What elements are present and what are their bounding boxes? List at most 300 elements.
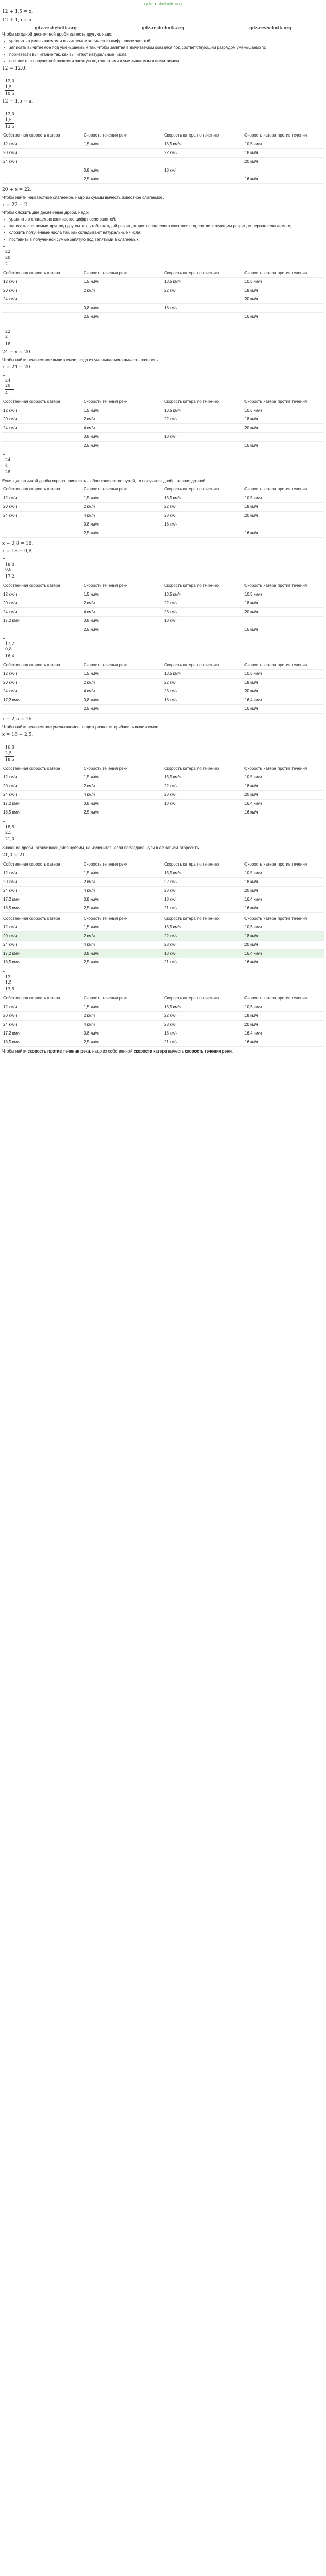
- table-cell: 18 км/ч: [163, 895, 243, 904]
- table-cell: 10,5 км/ч: [243, 773, 324, 782]
- column-header: Собственная скорость катера: [2, 485, 83, 494]
- column-header: Собственная скорость катера: [2, 582, 83, 590]
- table-row: [2, 904, 324, 913]
- table-cell: 2 км/ч: [83, 502, 163, 511]
- table-cell: 22 км/ч: [163, 415, 243, 424]
- section-4: [2, 479, 324, 538]
- column-header: Скорость течения реки: [83, 914, 163, 923]
- speed-table: [2, 765, 324, 817]
- step-item: • уравнять в слагаемых количество цифр после запятой;: [9, 217, 324, 222]
- table-cell: 12 км/ч: [2, 773, 83, 782]
- table-cell: 2 км/ч: [83, 415, 163, 424]
- table-cell: 28 км/ч: [163, 607, 243, 616]
- table-cell: 18 км/ч: [243, 599, 324, 607]
- calc-line: 2,5: [5, 750, 12, 755]
- column-header: Скорость катера по течению: [163, 269, 243, 278]
- table-cell: [2, 529, 83, 537]
- table-cell: 18 км/ч: [163, 166, 243, 175]
- column-calculation: [2, 74, 324, 97]
- table-cell: 16,4 км/ч: [243, 1029, 324, 1038]
- table-cell: 22 км/ч: [163, 502, 243, 511]
- table-cell: 1,5 км/ч: [83, 923, 163, 932]
- table-cell: 18 км/ч: [243, 782, 324, 791]
- table-row: [2, 166, 324, 175]
- table-cell: 10,5 км/ч: [243, 923, 324, 932]
- table-cell: 18 км/ч: [243, 286, 324, 295]
- calc-result: 18: [5, 341, 11, 346]
- table-cell: [163, 808, 243, 817]
- table-cell: 10,5 км/ч: [243, 869, 324, 878]
- column-calculation: [2, 819, 324, 842]
- table-cell: 18,5 км/ч: [2, 808, 83, 817]
- table-cell: 2,5 км/ч: [83, 808, 163, 817]
- paragraph: Чтобы найти неизвестное слагаемое, надо из суммы вычесть известное слагаемое.: [2, 195, 164, 200]
- column-header: Собственная скорость катера: [2, 860, 83, 869]
- table-cell: 18 км/ч: [163, 800, 243, 808]
- column-header: Скорость течения реки: [83, 398, 163, 406]
- table-cell: 24 км/ч: [2, 295, 83, 304]
- paragraph: Чтобы найти неизвестное уменьшаемое, надо к разности прибавить вычитаемое.: [2, 724, 160, 730]
- table-row: [2, 932, 324, 941]
- table-cell: [2, 175, 83, 184]
- table-row: [2, 295, 324, 304]
- table-cell: 10,5 км/ч: [243, 140, 324, 149]
- equation: x = 24 − 20.: [2, 365, 32, 370]
- step-item: • поставить в полученной разности запятую под запятыми в уменьшаемом и вычитаемом.: [9, 59, 324, 64]
- table-cell: 2 км/ч: [83, 782, 163, 791]
- table-cell: 18,5 км/ч: [2, 1038, 83, 1046]
- table-cell: 0,8 км/ч: [83, 1029, 163, 1038]
- calc-line: 20: [5, 383, 11, 388]
- table-cell: 22 км/ч: [163, 286, 243, 295]
- table-cell: 0,8 км/ч: [83, 616, 163, 625]
- table-cell: [163, 705, 243, 714]
- table-cell: 20 км/ч: [2, 1011, 83, 1020]
- section-3: [2, 350, 324, 476]
- column-calculation: [2, 106, 324, 130]
- table-cell: 18 км/ч: [243, 502, 324, 511]
- table-cell: 20 км/ч: [243, 295, 324, 304]
- table-cell: 13,5 км/ч: [163, 1003, 243, 1011]
- column-header: Скорость катера против течения: [243, 582, 324, 590]
- calc-result: 21,0: [5, 837, 14, 842]
- table-cell: 13,5 км/ч: [163, 590, 243, 599]
- table-row: [2, 433, 324, 442]
- column-header: Скорость катера против течения: [243, 765, 324, 773]
- table-cell: 18 км/ч: [243, 415, 324, 424]
- plus-sign: +: [2, 106, 6, 111]
- table-cell: 20 км/ч: [2, 149, 83, 158]
- table-cell: 17,2 км/ч: [2, 950, 83, 958]
- table-header-row: [2, 131, 324, 140]
- table-row: [2, 869, 324, 878]
- table-cell: 18 км/ч: [163, 696, 243, 705]
- plus-sign: +: [2, 452, 6, 457]
- table-cell: 4 км/ч: [83, 607, 163, 616]
- table-cell: 20 км/ч: [2, 502, 83, 511]
- table-header-row: [2, 860, 324, 869]
- table-row: [2, 1003, 324, 1011]
- table-cell: 20 км/ч: [243, 941, 324, 950]
- equation: 24 − x = 20.: [2, 350, 32, 355]
- table-cell: 28 км/ч: [163, 941, 243, 950]
- table-cell: 17,2 км/ч: [2, 696, 83, 705]
- column-header: Собственная скорость катера: [2, 398, 83, 406]
- calc-line: 2,5: [5, 830, 12, 835]
- table-cell: 18 км/ч: [243, 878, 324, 887]
- table-row: [2, 773, 324, 782]
- table-row: [2, 878, 324, 887]
- table-cell: 18 км/ч: [163, 520, 243, 529]
- paragraph: Чтобы из одной десятичной дроби вычесть другую, надо:: [2, 31, 113, 37]
- table-row: [2, 140, 324, 149]
- table-cell: 28 км/ч: [163, 791, 243, 800]
- calc-line: 12,0: [5, 79, 14, 84]
- table-cell: 2 км/ч: [83, 286, 163, 295]
- table-row: [2, 494, 324, 502]
- calc-line: 18,0: [5, 562, 14, 567]
- table-row: [2, 1029, 324, 1038]
- calc-result: 4: [5, 390, 8, 395]
- column-header: Собственная скорость катера: [2, 131, 83, 140]
- table-cell: 13,5 км/ч: [163, 670, 243, 679]
- note-text: Чтобы найти: [2, 1048, 28, 1054]
- column-header: Скорость катера по течению: [163, 398, 243, 406]
- table-cell: 2,5 км/ч: [83, 1038, 163, 1046]
- table-row: [2, 696, 324, 705]
- table-cell: [83, 149, 163, 158]
- table-header-row: [2, 994, 324, 1003]
- steps-list: [2, 39, 324, 64]
- table-cell: 24 км/ч: [2, 424, 83, 433]
- calc-line: 4: [5, 463, 8, 468]
- table-cell: 4 км/ч: [83, 887, 163, 895]
- minus-sign: −: [2, 372, 6, 378]
- table-cell: 0,8 км/ч: [83, 304, 163, 313]
- table-cell: 2,5 км/ч: [83, 313, 163, 321]
- table-cell: [2, 442, 83, 450]
- table-cell: 18,5 км/ч: [2, 958, 83, 967]
- table-cell: 17,2 км/ч: [2, 895, 83, 904]
- calc-line: 17,2: [5, 641, 14, 647]
- table-cell: [83, 158, 163, 166]
- table-row: [2, 887, 324, 895]
- table-cell: 24 км/ч: [2, 791, 83, 800]
- table-row: [2, 1011, 324, 1020]
- table-cell: 0,8 км/ч: [83, 166, 163, 175]
- speed-table: [2, 994, 324, 1047]
- table-cell: 20 км/ч: [243, 424, 324, 433]
- column-header: Собственная скорость катера: [2, 994, 83, 1003]
- minus-sign: −: [2, 636, 6, 641]
- table-cell: 22 км/ч: [163, 679, 243, 687]
- table-row: [2, 511, 324, 520]
- table-cell: [163, 424, 243, 433]
- column-header: Скорость катера по течению: [163, 994, 243, 1003]
- table-cell: 12 км/ч: [2, 140, 83, 149]
- table-cell: 12 км/ч: [2, 670, 83, 679]
- table-cell: 22 км/ч: [163, 878, 243, 887]
- calc-result: 2: [5, 262, 8, 267]
- speed-table: [2, 131, 324, 184]
- table-cell: [163, 313, 243, 321]
- table-cell: 13,5 км/ч: [163, 494, 243, 502]
- table-cell: 13,5 км/ч: [163, 140, 243, 149]
- table-cell: 16 км/ч: [243, 442, 324, 450]
- table-row: [2, 1020, 324, 1029]
- column-header: Скорость катера против течения: [243, 269, 324, 278]
- table-row: [2, 520, 324, 529]
- table-cell: 24 км/ч: [2, 941, 83, 950]
- table-header-row: [2, 914, 324, 923]
- table-cell: 16,4 км/ч: [243, 950, 324, 958]
- table-header-row: [2, 582, 324, 590]
- note-bold: скорость против течения реки: [27, 1048, 90, 1054]
- note-text: .: [231, 1048, 233, 1054]
- table-cell: 1,5 км/ч: [83, 1003, 163, 1011]
- calc-result: 13,5: [5, 124, 14, 129]
- table-cell: 17,2 км/ч: [2, 1029, 83, 1038]
- table-cell: [2, 313, 83, 321]
- calc-result: 13,5: [5, 987, 14, 992]
- table-cell: 10,5 км/ч: [243, 590, 324, 599]
- paragraph: Чтобы сложить две десятичные дроби, надо:: [2, 210, 89, 215]
- table-row: [2, 923, 324, 932]
- table-cell: 13,5 км/ч: [163, 278, 243, 286]
- table-cell: 24 км/ч: [2, 687, 83, 696]
- table-cell: 10,5 км/ч: [243, 494, 324, 502]
- column-header: Скорость катера по течению: [163, 860, 243, 869]
- paragraph: Значение дроби, оканчивающейся нулями, не изменится, если последние нули в ее записи отбросить.: [2, 845, 200, 850]
- site-header[interactable]: gdz-reshebnik.org: [144, 1, 182, 6]
- column-header: Скорость катера по течению: [163, 485, 243, 494]
- table-cell: 13,5 км/ч: [163, 406, 243, 415]
- page: [0, 0, 326, 1054]
- table-cell: 4 км/ч: [83, 1020, 163, 1029]
- table-row: [2, 679, 324, 687]
- steps-list: [2, 217, 324, 242]
- table-cell: 2 км/ч: [83, 878, 163, 887]
- table-cell: 16 км/ч: [243, 958, 324, 967]
- table-row: [2, 791, 324, 800]
- column-calculation: [2, 739, 324, 763]
- minus-sign: −: [2, 556, 6, 562]
- column-calculation: [2, 636, 324, 659]
- calc-line: 12: [5, 974, 11, 979]
- table-cell: 18 км/ч: [243, 149, 324, 158]
- column-header: Скорость катера по течению: [163, 765, 243, 773]
- table-cell: 22 км/ч: [163, 932, 243, 941]
- speed-table: [2, 269, 324, 321]
- equation: 12 + 1,5 = x.: [2, 9, 34, 15]
- table-cell: 10,5 км/ч: [243, 1003, 324, 1011]
- column-calculation: [2, 556, 324, 580]
- calc-result: 17,2: [5, 574, 14, 579]
- speed-table: [2, 398, 324, 450]
- column-header: Скорость катера против течения: [243, 661, 324, 670]
- table-cell: [243, 166, 324, 175]
- table-cell: 2,5 км/ч: [83, 904, 163, 913]
- note-bold: скорость течения реки: [185, 1048, 232, 1054]
- step-item: • произвести вычитание так, как вычитают натуральные числа;: [9, 52, 324, 57]
- table-cell: 2 км/ч: [83, 1011, 163, 1020]
- calc-line: 1,5: [5, 84, 12, 89]
- calc-line: 1,5: [5, 979, 12, 985]
- column-header: Скорость катера против течения: [243, 860, 324, 869]
- column-header: Скорость катера по течению: [163, 914, 243, 923]
- step-item: • поставить в полученной сумме запятую под запятыми в слагаемых.: [9, 237, 324, 242]
- table-row: [2, 158, 324, 166]
- table-row: [2, 442, 324, 450]
- table-cell: 20 км/ч: [2, 878, 83, 887]
- speed-table-highlighted: [2, 914, 324, 967]
- table-row: [2, 808, 324, 817]
- table-cell: 20 км/ч: [2, 782, 83, 791]
- table-cell: [2, 520, 83, 529]
- table-cell: 16 км/ч: [243, 313, 324, 321]
- table-cell: 28 км/ч: [163, 1020, 243, 1029]
- table-cell: 1,5 км/ч: [83, 494, 163, 502]
- watermark: gdz-reshebnik.org: [142, 25, 184, 30]
- table-row: [2, 950, 324, 958]
- equation: 12 + 1,5 = x.: [2, 17, 34, 23]
- equation: x = 16 + 2,5.: [2, 732, 34, 737]
- table-cell: [163, 158, 243, 166]
- table-row: [2, 782, 324, 791]
- table-cell: 2,5 км/ч: [83, 625, 163, 634]
- calc-line: 20: [5, 255, 11, 260]
- table-cell: [163, 442, 243, 450]
- table-cell: 13,5 км/ч: [163, 773, 243, 782]
- column-header: Скорость течения реки: [83, 269, 163, 278]
- column-header: Скорость катера по течению: [163, 131, 243, 140]
- table-cell: 24 км/ч: [2, 1020, 83, 1029]
- table-cell: 28 км/ч: [163, 687, 243, 696]
- table-cell: [2, 433, 83, 442]
- table-cell: 1,5 км/ч: [83, 590, 163, 599]
- table-cell: 0,8 км/ч: [83, 950, 163, 958]
- plus-sign: +: [2, 819, 6, 824]
- calc-line: 2: [5, 334, 8, 340]
- table-cell: 16,4 км/ч: [243, 800, 324, 808]
- table-cell: 16 км/ч: [243, 175, 324, 184]
- column-header: Скорость катера по течению: [163, 582, 243, 590]
- table-cell: 0,8 км/ч: [83, 520, 163, 529]
- table-cell: 1,5 км/ч: [83, 140, 163, 149]
- table-cell: 24 км/ч: [2, 158, 83, 166]
- paragraph: Если к десятичной дроби справа приписать любое количество нулей, то получится дробь, равная данной.: [2, 478, 207, 483]
- table-row: [2, 599, 324, 607]
- table-row: [2, 1038, 324, 1046]
- table-header-row: [2, 398, 324, 406]
- table-cell: 2 км/ч: [83, 932, 163, 941]
- speed-table: [2, 860, 324, 913]
- column-header: Скорость катера против течения: [243, 131, 324, 140]
- table-cell: 18 км/ч: [243, 679, 324, 687]
- table-row: [2, 286, 324, 295]
- table-cell: 12 км/ч: [2, 494, 83, 502]
- watermark-row: [2, 25, 324, 30]
- table-row: [2, 278, 324, 286]
- calc-line: 24: [5, 457, 11, 463]
- calc-line: 12,0: [5, 112, 14, 117]
- speed-table: [2, 582, 324, 634]
- table-cell: 21 км/ч: [163, 1038, 243, 1046]
- section-5: [2, 541, 324, 714]
- table-cell: 20 км/ч: [243, 511, 324, 520]
- column-calculation: [2, 324, 324, 347]
- column-header: Скорость катера по течению: [163, 661, 243, 670]
- step-item: • уравнять в уменьшаемом и вычитаемом количество цифр после запятой;: [9, 39, 324, 44]
- table-cell: 4 км/ч: [83, 424, 163, 433]
- equation: 12 − 1,5 = x.: [2, 98, 34, 104]
- column-header: Скорость течения реки: [83, 661, 163, 670]
- table-row: [2, 590, 324, 599]
- table-cell: 4 км/ч: [83, 687, 163, 696]
- column-header: Скорость течения реки: [83, 860, 163, 869]
- table-cell: 18 км/ч: [163, 433, 243, 442]
- column-header: Скорость катера против течения: [243, 485, 324, 494]
- table-cell: 16 км/ч: [243, 1038, 324, 1046]
- table-cell: [243, 520, 324, 529]
- plus-sign: +: [2, 969, 6, 974]
- table-cell: 18 км/ч: [243, 932, 324, 941]
- table-cell: 18 км/ч: [163, 616, 243, 625]
- table-cell: [243, 616, 324, 625]
- table-cell: [2, 304, 83, 313]
- table-cell: [83, 295, 163, 304]
- table-cell: 0,8 км/ч: [83, 433, 163, 442]
- column-calculation: [2, 244, 324, 267]
- intro-section: [2, 9, 324, 184]
- column-header: Скорость течения реки: [83, 994, 163, 1003]
- table-cell: 18 км/ч: [243, 1011, 324, 1020]
- calc-line: 22: [5, 249, 11, 255]
- table-cell: 20 км/ч: [243, 687, 324, 696]
- table-cell: 1,5 км/ч: [83, 869, 163, 878]
- table-cell: 0,8 км/ч: [83, 895, 163, 904]
- table-cell: [163, 625, 243, 634]
- table-row: [2, 670, 324, 679]
- table-cell: 1,5 км/ч: [83, 278, 163, 286]
- column-header: Собственная скорость катера: [2, 765, 83, 773]
- note-text: вычесть: [167, 1048, 185, 1054]
- table-cell: 16,4 км/ч: [243, 696, 324, 705]
- table-row: [2, 958, 324, 967]
- table-row: [2, 424, 324, 433]
- table-cell: 2,5 км/ч: [83, 958, 163, 967]
- note-bold: скорости катера: [133, 1048, 167, 1054]
- table-cell: 16 км/ч: [243, 529, 324, 537]
- calc-rule: [5, 756, 14, 757]
- table-row: [2, 313, 324, 321]
- table-cell: 20 км/ч: [2, 932, 83, 941]
- table-cell: 17,2 км/ч: [2, 800, 83, 808]
- column-header: Скорость катера против течения: [243, 994, 324, 1003]
- table-cell: 18,5 км/ч: [2, 904, 83, 913]
- table-cell: 13,5 км/ч: [163, 923, 243, 932]
- equation: x + 0,8 = 18.: [2, 540, 34, 546]
- table-cell: 20 км/ч: [2, 679, 83, 687]
- table-cell: 4 км/ч: [83, 791, 163, 800]
- table-row: [2, 529, 324, 537]
- table-row: [2, 607, 324, 616]
- table-row: [2, 705, 324, 714]
- section-2: [2, 187, 324, 347]
- column-header: Собственная скорость катера: [2, 269, 83, 278]
- table-cell: 12 км/ч: [2, 923, 83, 932]
- table-cell: [163, 529, 243, 537]
